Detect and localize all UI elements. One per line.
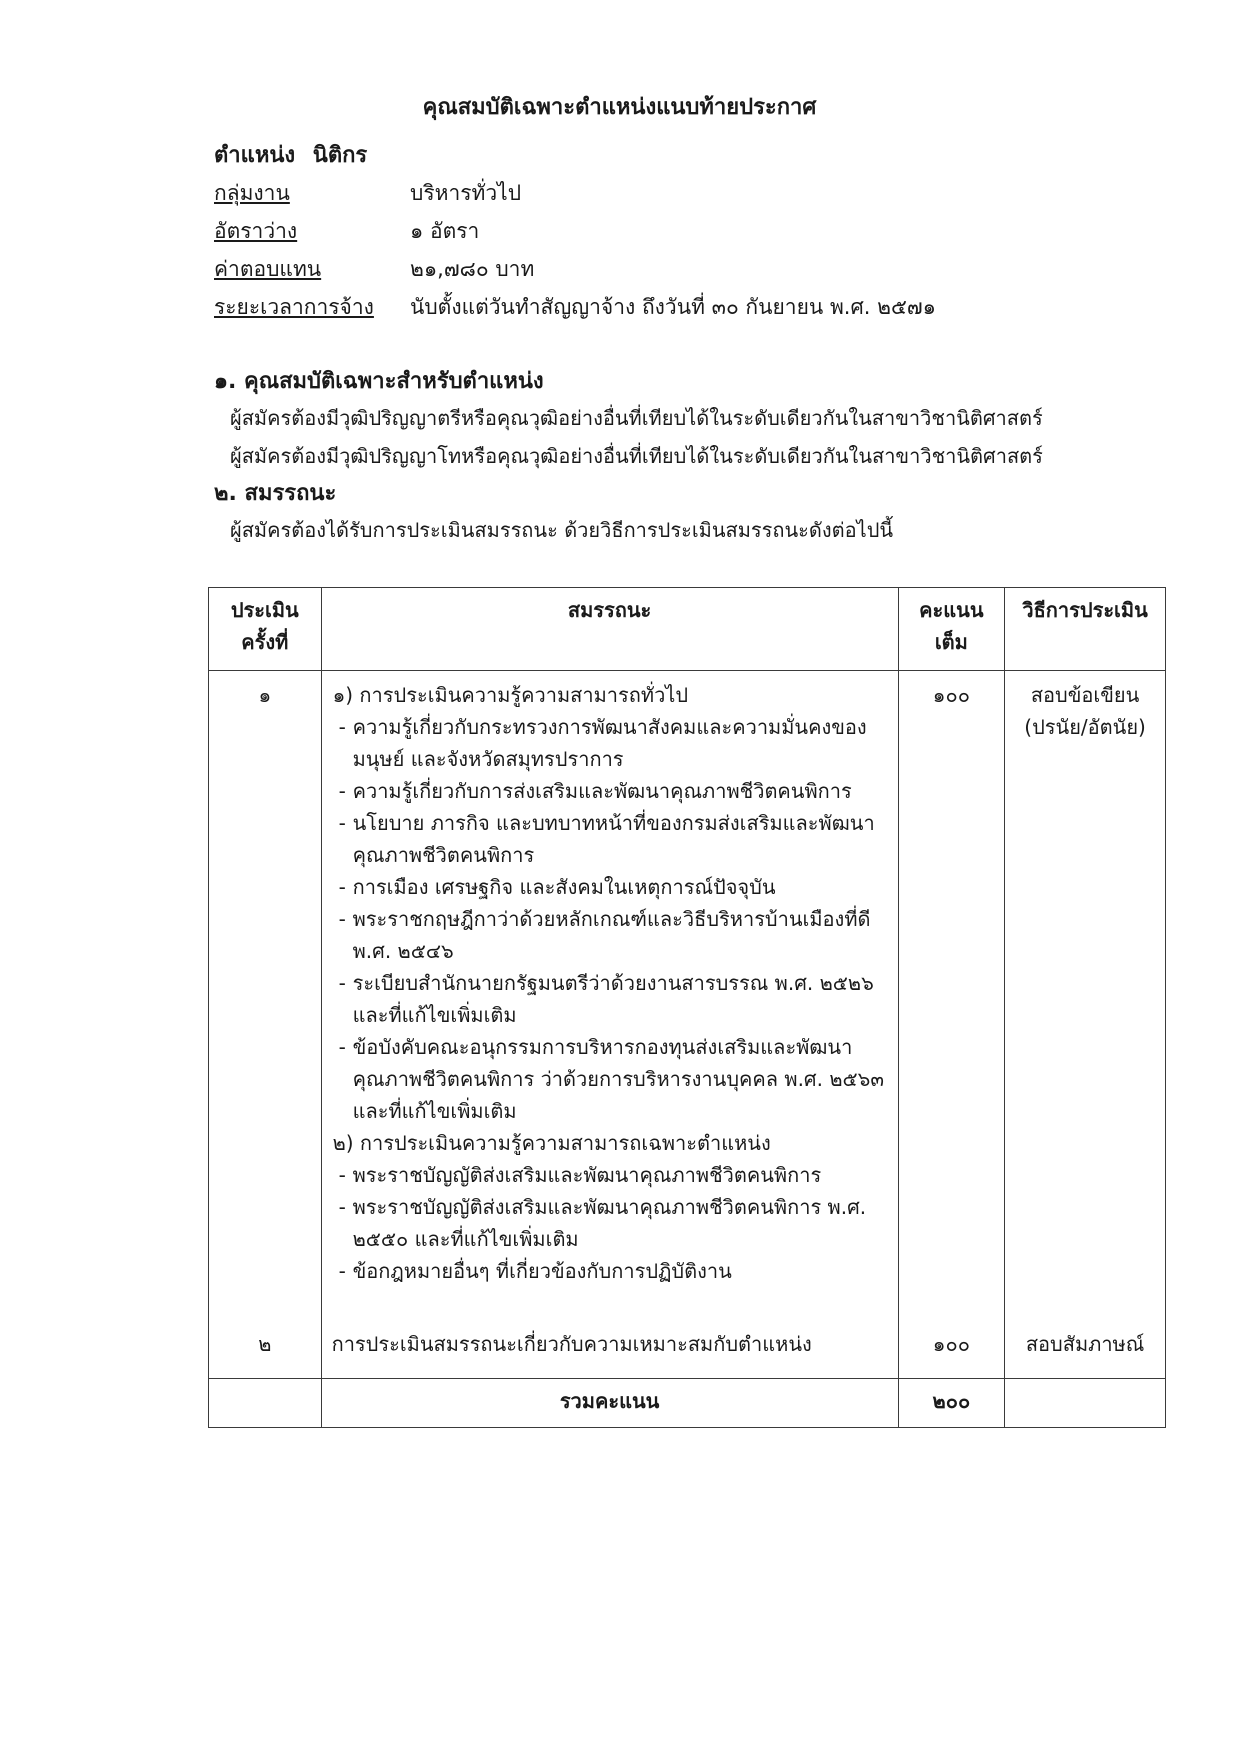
list-item: - ระเบียบสำนักนายกรัฐมนตรีว่าด้วยงานสารบรรณ พ.ศ. ๒๕๒๖ และที่แก้ไขเพิ่มเติม [338,971,874,1027]
position-value: นิติกร [312,143,368,168]
row1-score: ๑๐๐ [898,671,1005,1289]
position-label: ตำแหน่ง [214,143,296,168]
list-item: - ข้อบังคับคณะอนุกรรมการบริหารกองทุนส่งเสริมและพัฒนาคุณภาพชีวิตคนพิการ ว่าด้วยการบริหารงานบุคคล พ.ศ. ๒๕๖๓ และที่แก้ไขเพิ่มเติม [338,1035,885,1123]
competency-table [208,587,1166,1428]
row2-competency: การประเมินสมรรถนะเกี่ยวกับความเหมาะสมกับตำแหน่ง [321,1288,898,1379]
header-score-line1: คะแนน [919,598,984,622]
row1-competency [321,671,898,1289]
list-item: - ความรู้เกี่ยวกับกระทรวงการพัฒนาสังคมและความมั่นคงของมนุษย์ และจังหวัดสมุทรปราการ [338,715,867,771]
table-header-row [209,588,1166,671]
table-total-row [209,1379,1166,1428]
list-item: - พระราชบัญญัติส่งเสริมและพัฒนาคุณภาพชีวิตคนพิการ [338,1163,822,1187]
row2-score: ๑๐๐ [898,1288,1005,1379]
row1-method [1005,671,1166,1289]
info-value: บริหารทั่วไป [410,181,522,205]
list-item: - ข้อกฎหมายอื่นๆ ที่เกี่ยวข้องกับการปฏิบัติงาน [338,1259,732,1283]
header-competency: สมรรถนะ [321,588,898,671]
total-label: รวมคะแนน [321,1379,898,1428]
row1-method-line1: สอบข้อเขียน [1030,683,1140,707]
section2-line: ผู้สมัครต้องได้รับการประเมินสมรรถนะ ด้วยวิธีการประเมินสมรรถนะดังต่อไปนี้ [230,518,894,542]
info-label: ค่าตอบแทน [214,257,322,281]
list-item: - นโยบาย ภารกิจ และบทบาทหน้าที่ของกรมส่งเสริมและพัฒนาคุณภาพชีวิตคนพิการ [338,811,875,867]
table-row [209,671,1166,1289]
total-empty-cell [209,1379,322,1428]
row2-method: สอบสัมภาษณ์ [1005,1288,1166,1379]
header-round-line1: ประเมิน [230,598,299,622]
header-score [898,588,1005,671]
table-row [209,1288,1166,1379]
info-label: อัตราว่าง [214,219,298,243]
list-item: - ความรู้เกี่ยวกับการส่งเสริมและพัฒนาคุณภาพชีวิตคนพิการ [338,779,852,803]
list-item: - พระราชบัญญัติส่งเสริมและพัฒนาคุณภาพชีวิตคนพิการ พ.ศ. ๒๕๕๐ และที่แก้ไขเพิ่มเติม [338,1195,867,1251]
info-label: กลุ่มงาน [214,181,290,205]
header-round [209,588,322,671]
section1-line: ผู้สมัครต้องมีวุฒิปริญญาโทหรือคุณวุฒิอย่างอื่นที่เทียบได้ในระดับเดียวกันในสาขาวิชานิติศาสตร์ [230,444,1043,468]
info-value: นับตั้งแต่วันทำสัญญาจ้าง ถึงวันที่ ๓๐ กันยายน พ.ศ. ๒๕๗๑ [410,295,936,319]
list-item: - การเมือง เศรษฐกิจ และสังคมในเหตุการณ์ปัจจุบัน [338,875,776,899]
section1-heading: ๑. คุณสมบัติเฉพาะสำหรับตำแหน่ง [214,369,544,394]
document-title: คุณสมบัติเฉพาะตำแหน่งแนบท้ายประกาศ [422,95,817,120]
row1-round: ๑ [209,671,322,1289]
header-method: วิธีการประเมิน [1005,588,1166,671]
info-value: ๑ อัตรา [410,219,480,243]
group1-title: ๑) การประเมินความรู้ความสามารถทั่วไป [332,683,689,707]
section2-heading: ๒. สมรรถนะ [214,481,337,506]
row1-method-line2: (ปรนัย/อัตนัย) [1024,715,1146,739]
info-label: ระยะเวลาการจ้าง [214,295,374,319]
total-score: ๒๐๐ [898,1379,1005,1428]
row2-round: ๒ [209,1288,322,1379]
info-value: ๒๑,๗๘๐ บาท [410,257,535,281]
section1-line: ผู้สมัครต้องมีวุฒิปริญญาตรีหรือคุณวุฒิอย่างอื่นที่เทียบได้ในระดับเดียวกันในสาขาวิชานิติศาสตร์ [230,406,1043,430]
group2-title: ๒) การประเมินความรู้ความสามารถเฉพาะตำแหน่ง [332,1131,771,1155]
total-empty-cell [1005,1379,1166,1428]
list-item: - พระราชกฤษฎีกาว่าด้วยหลักเกณฑ์และวิธีบริหารบ้านเมืองที่ดี พ.ศ. ๒๕๔๖ [338,907,871,963]
header-round-line2: ครั้งที่ [241,630,289,654]
position-line [214,140,367,172]
header-score-line2: เต็ม [934,630,968,654]
